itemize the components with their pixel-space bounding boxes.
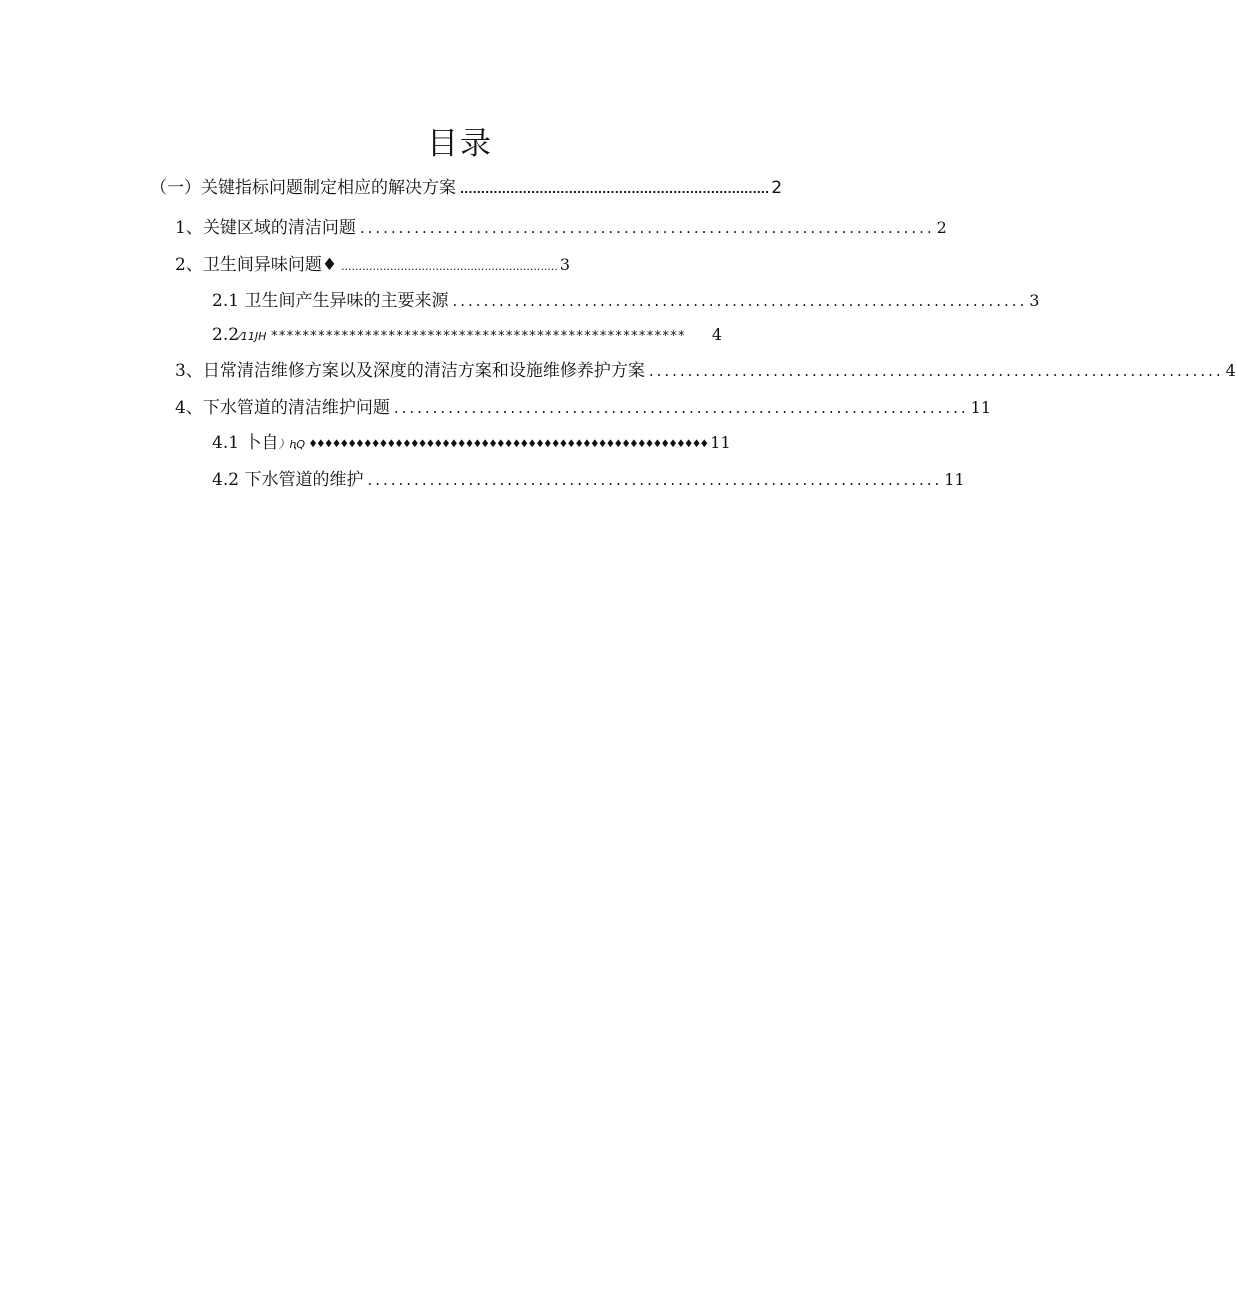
toc-page-number: 3 [559, 255, 571, 274]
toc-page-number: 2 [771, 178, 783, 198]
toc-page-number: 11 [970, 398, 992, 417]
toc-leader: .......................................................................... [393, 399, 969, 417]
toc-entry-text: 3、日常清洁维修方案以及深度的清洁方案和设施维修养护方案 [175, 361, 645, 381]
toc-leader: .......................................................................... [452, 292, 1028, 310]
toc-entry[interactable] [212, 430, 731, 456]
toc-page-number: 2 [936, 218, 947, 237]
toc-leader: .............................................................. [341, 260, 558, 273]
toc-entry[interactable] [150, 175, 783, 201]
toc-page-number: 4 [711, 325, 722, 344]
toc-entry-text: 4.2 下水管道的维护 [212, 470, 364, 490]
toc-entry-garbled-text: ⁄11JH [239, 330, 267, 343]
toc-entry-text: 4、下水管道的清洁维护问题 [175, 398, 390, 418]
toc-entry-text: （一）关键指标问题制定相应的解决方案 [150, 178, 456, 198]
toc-leader: .......................................................................... [460, 183, 770, 196]
toc-page-number: 4 [1225, 361, 1236, 380]
toc-entry[interactable] [175, 358, 1236, 384]
toc-entry[interactable] [212, 467, 965, 493]
toc-entry-text [212, 430, 305, 458]
toc-entry[interactable] [212, 288, 1040, 314]
toc-page-number: 3 [1029, 291, 1040, 310]
toc-leader: .......................................................................... [367, 471, 943, 489]
toc-entry-number: 4.1 卜自 [212, 433, 279, 453]
toc-leader: ***************************************************** [270, 329, 686, 344]
toc-entry[interactable] [175, 395, 992, 421]
toc-entry-garbled-text: ）ⱨQ [278, 438, 306, 451]
toc-leader: .......................................................................... [648, 362, 1224, 380]
toc-entry[interactable] [175, 215, 947, 241]
toc-page-number: 11 [710, 433, 731, 452]
toc-entry[interactable] [175, 252, 571, 278]
toc-leader: .......................................................................... [359, 219, 935, 237]
toc-entry-text: 2、卫生间异味问题♦ [175, 255, 338, 275]
toc-page-number: 11 [944, 470, 965, 489]
toc-entry-number: 2.2 [212, 325, 240, 345]
toc-entry-text: 1、关键区域的清洁问题 [175, 218, 356, 238]
toc-entry[interactable] [212, 322, 722, 348]
toc-entry-text: 2.1 卫生间产生异味的主要来源 [212, 291, 449, 311]
toc-title: 目录 [427, 126, 493, 162]
toc-entry-text [212, 322, 266, 350]
toc-leader: ♦♦♦♦♦♦♦♦♦♦♦♦♦♦♦♦♦♦♦♦♦♦♦♦♦♦♦♦♦♦♦♦♦♦♦♦♦♦♦♦♦♦♦♦♦♦♦♦♦♦♦ [309, 437, 709, 452]
